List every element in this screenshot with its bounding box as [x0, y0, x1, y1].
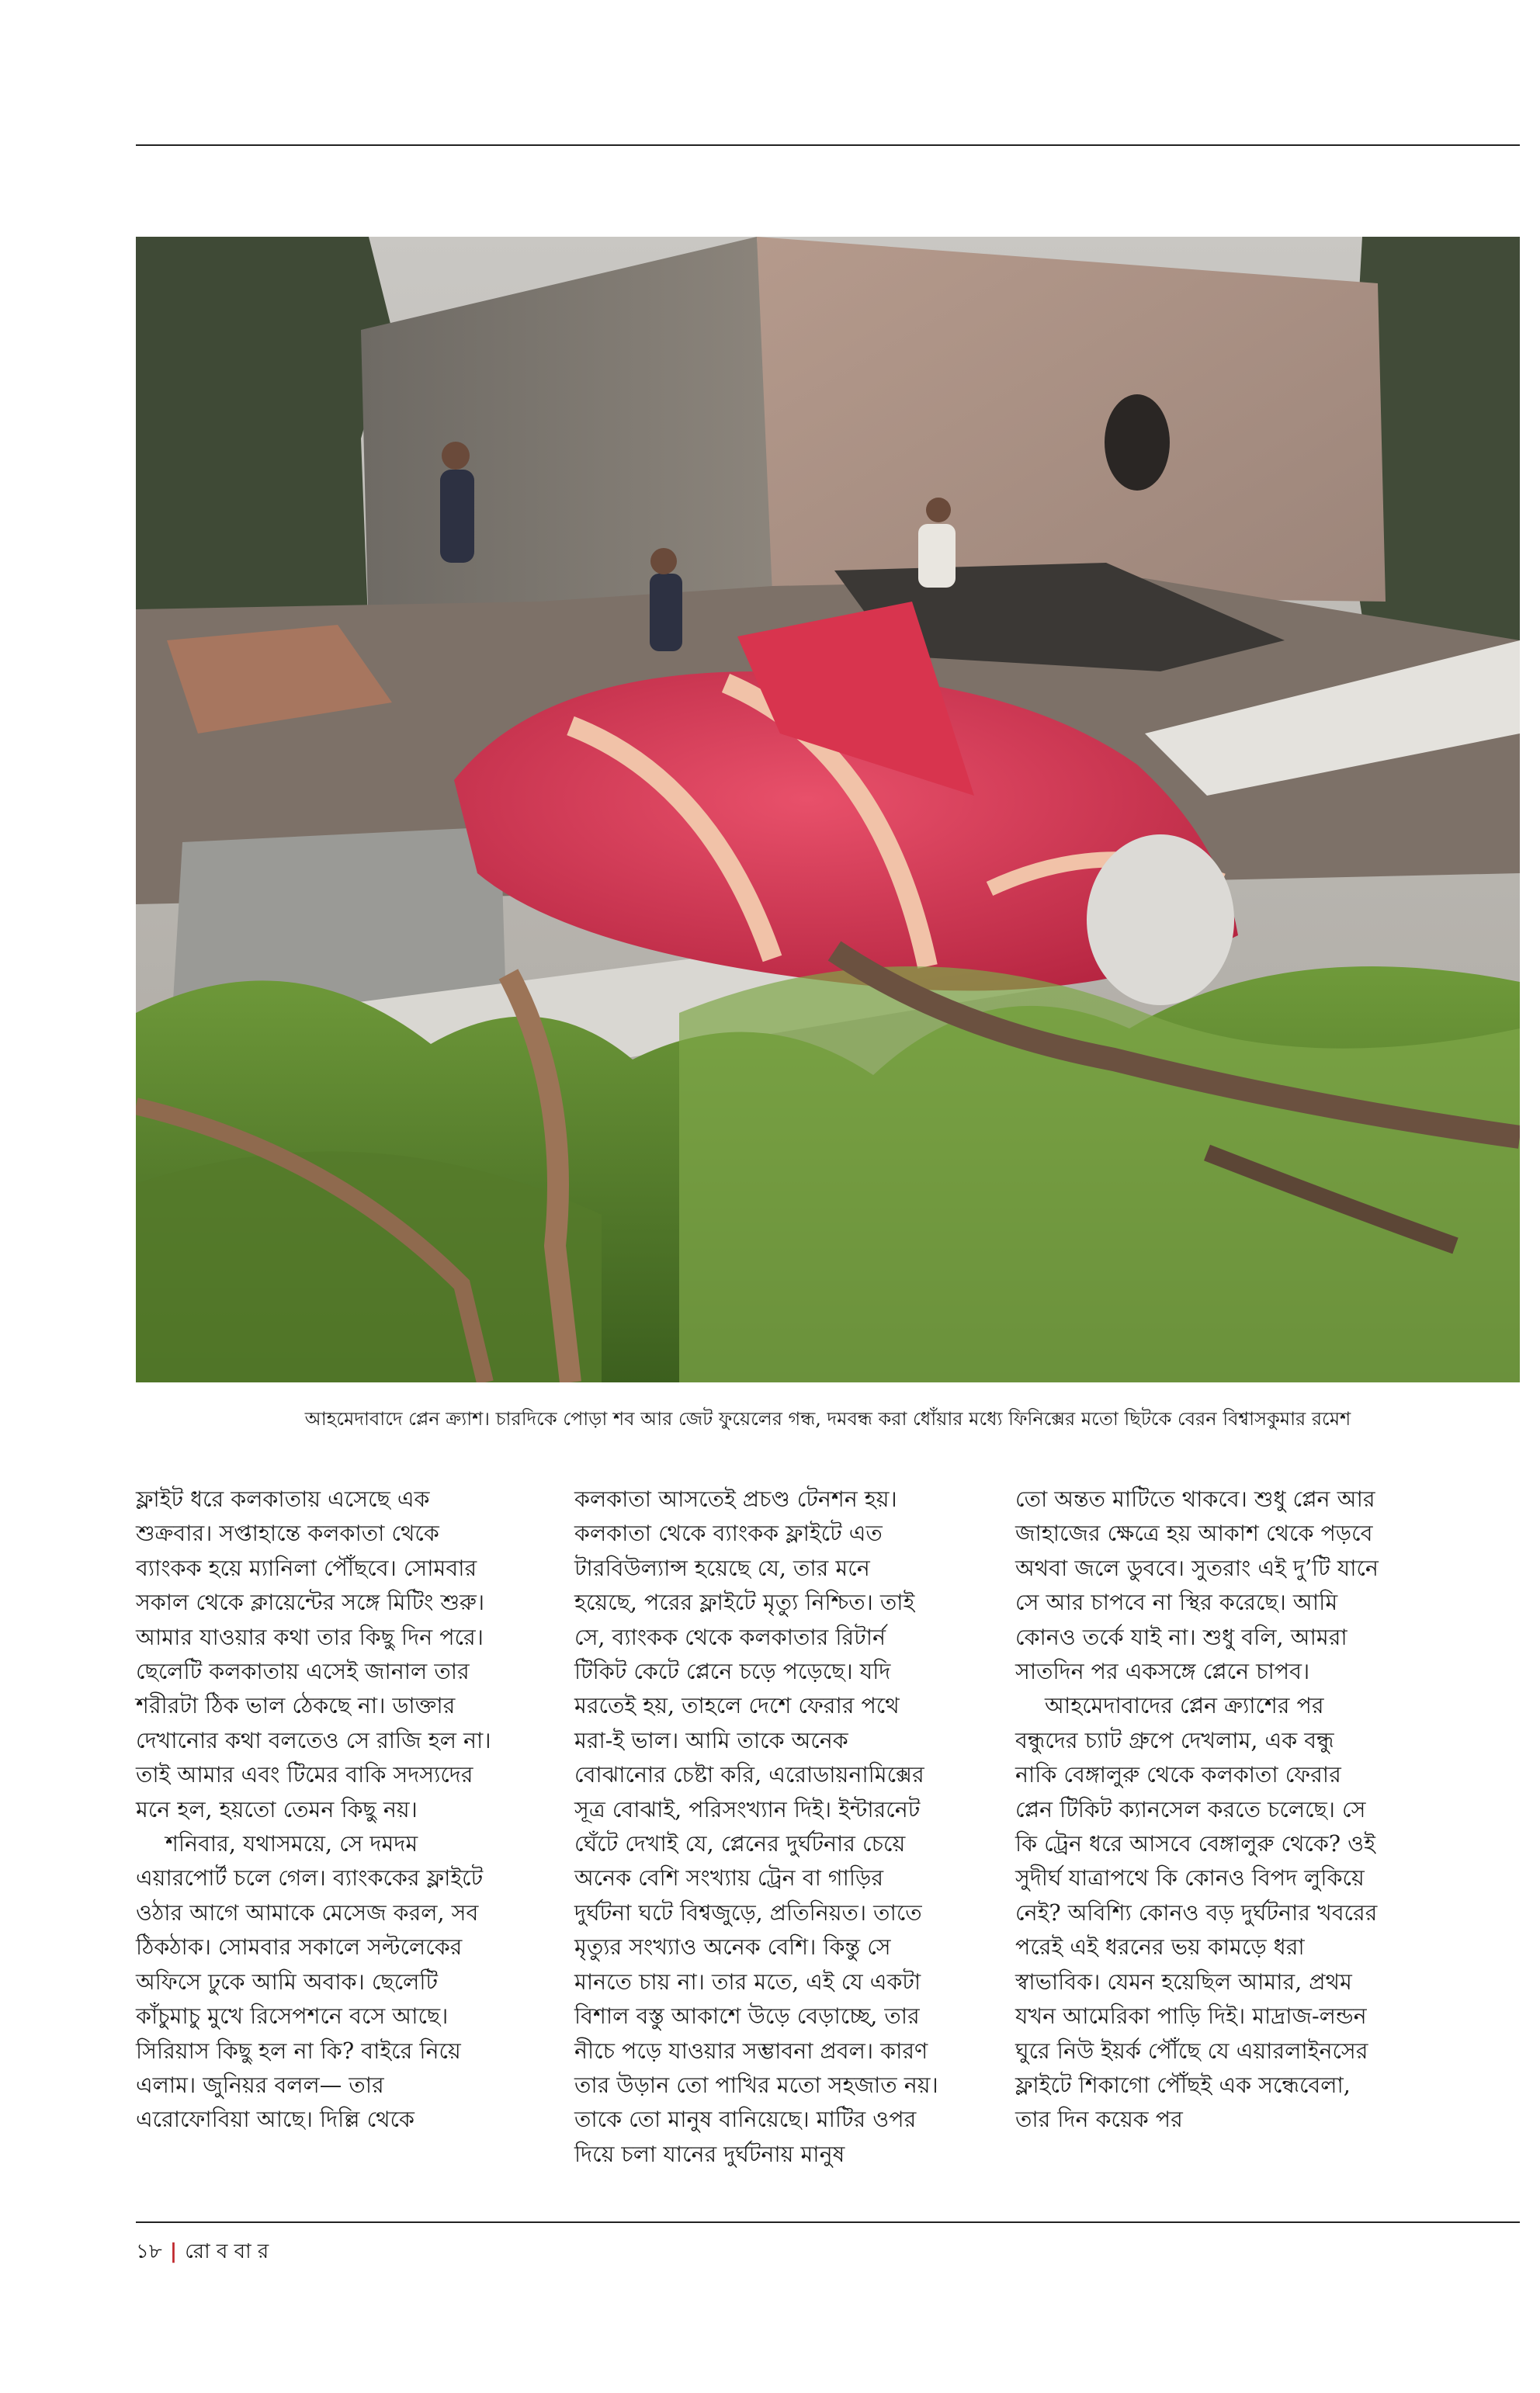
publication-name: রো ব বা র: [185, 2240, 269, 2263]
article-column-2: [574, 1483, 939, 2172]
paragraph: কলকাতা আসতেই প্রচণ্ড টেনশন হয়। কলকাতা থেকে ব্যাংকক ফ্লাইটে এত টারবিউল্যান্স হয়েছে যে, তার মনে হয়েছে, পরের ফ্লাইটে মৃত্যু নিশ্চিত। তাই সে, ব্যাংকক থেকে কলকাতার রিটার্ন টিকিট কেটে প্লেনে চড়ে পড়েছে। যদি মরতেই হয়, তাহলে দেশে ফেরার পথে মরা-ই ভাল। আমি তাকে অনেক বোঝানোর চেষ্টা করি, এরোডায়নামিক্সের সূত্র বোঝাই, পরিসংখ্যান দিই। ইন্টারনেট ঘেঁটে দেখাই যে, প্লেনের দুর্ঘটনার চেয়ে অনেক বেশি সংখ্যায় ট্রেন বা গাড়ির দুর্ঘটনা ঘটে বিশ্বজুড়ে, প্রতিনিয়ত। তাতে মৃত্যুর সংখ্যাও অনেক বেশি। কিন্তু সে মানতে চায় না। তার মতে, এই যে একটা বিশাল বস্তু আকাশে উড়ে বেড়াচ্ছে, তার নীচে পড়ে যাওয়ার সম্ভাবনা প্রবল। কারণ তার উড়ান তো পাখির মতো সহজাত নয়। তাকে তো মানুষ বানিয়েছে। মাটির ওপর দিয়ে চলা যানের দুর্ঘটনায় মানুষ: [574, 1486, 938, 2167]
photo-caption: আহমেদাবাদে প্লেন ক্র্যাশ। চারদিকে পোড়া শব আর জেট ফুয়েলের গন্ধ, দমবন্ধ করা ধোঁয়ার মধ্যে ফিনিক্সের মতো ছিটকে বেরন বিশ্বাসকুমার রমেশ: [304, 1408, 1351, 1430]
paragraph: তো অন্তত মাটিতে থাকবে। শুধু প্লেন আর জাহাজের ক্ষেত্রে হয় আকাশ থেকে পড়বে অথবা জলে ডুববে। সুতরাং এই দু’টি যানে সে আর চাপবে না স্থির করেছে। আমি কোনও তর্কে যাই না। শুধু বলি, আমরা সাতদিন পর একসঙ্গে প্লেনে চাপব।: [1015, 1486, 1379, 1685]
page-number: ১৮: [136, 2240, 162, 2263]
article-column-3: [1015, 1483, 1380, 2138]
paragraph: শনিবার, যথাসময়ে, সে দমদম এয়ারপোর্ট চলে গেল। ব্যাংককের ফ্লাইটে ওঠার আগে আমাকে মেসেজ করল, সব ঠিকঠাক। সোমবার সকালে সল্টলেকের অফিসে ঢুকে আমি অবাক। ছেলেটি কাঁচুমাচু মুখে রিসেপশনে বসে আছে। সিরিয়াস কিছু হল না কি? বাইরে নিয়ে এলাম। জুনিয়র বলল— তার এরোফোবিয়া আছে। দিল্লি থেকে: [136, 1831, 484, 2133]
folio-separator: |: [169, 2240, 178, 2263]
paragraph: ফ্লাইট ধরে কলকাতায় এসেছে এক শুক্রবার। সপ্তাহান্তে কলকাতা থেকে ব্যাংকক হয়ে ম্যানিলা পৌঁছবে। সোমবার সকাল থেকে ক্লায়েন্টের সঙ্গে মিটিং শুরু। আমার যাওয়ার কথা তার কিছু দিন পরে। ছেলেটি কলকাতায় এসেই জানাল তার শরীরটা ঠিক ভাল ঠেকছে না। ডাক্তার দেখানোর কথা বলতেও সে রাজি হল না। তাই আমার এবং টিমের বাকি সদস্যদের মনে হল, হয়তো তেমন কিছু নয়।: [136, 1486, 491, 1822]
article-column-1: [136, 1483, 501, 2138]
page-folio: [136, 2238, 269, 2266]
top-rule: [136, 144, 1520, 146]
paragraph: আহমেদাবাদের প্লেন ক্র্যাশের পর বন্ধুদের চ্যাট গ্রুপে দেখলাম, এক বন্ধু নাকি বেঙ্গালুরু থেকে কলকাতা ফেরার প্লেন টিকিট ক্যানসেল করতে চলেছে। সে কি ট্রেন ধরে আসবে বেঙ্গালুরু থেকে? ওই সুদীর্ঘ যাত্রাপথে কি কোনও বিপদ লুকিয়ে নেই? অবিশ্যি কোনও বড় দুর্ঘটনার খবরের পরেই এই ধরনের ভয় কামড়ে ধরা স্বাভাবিক। যেমন হয়েছিল আমার, প্রথম যখন আমেরিকা পাড়ি দিই। মাদ্রাজ-লন্ডন ঘুরে নিউ ইয়র্ক পৌঁছে যে এয়ারলাইনসের ফ্লাইটে শিকাগো পৌঁছই এক সন্ধেবেলা, তার দিন কয়েক পর: [1015, 1693, 1378, 2133]
bottom-rule: [136, 2221, 1520, 2223]
crash-site-photo: [136, 237, 1520, 1382]
